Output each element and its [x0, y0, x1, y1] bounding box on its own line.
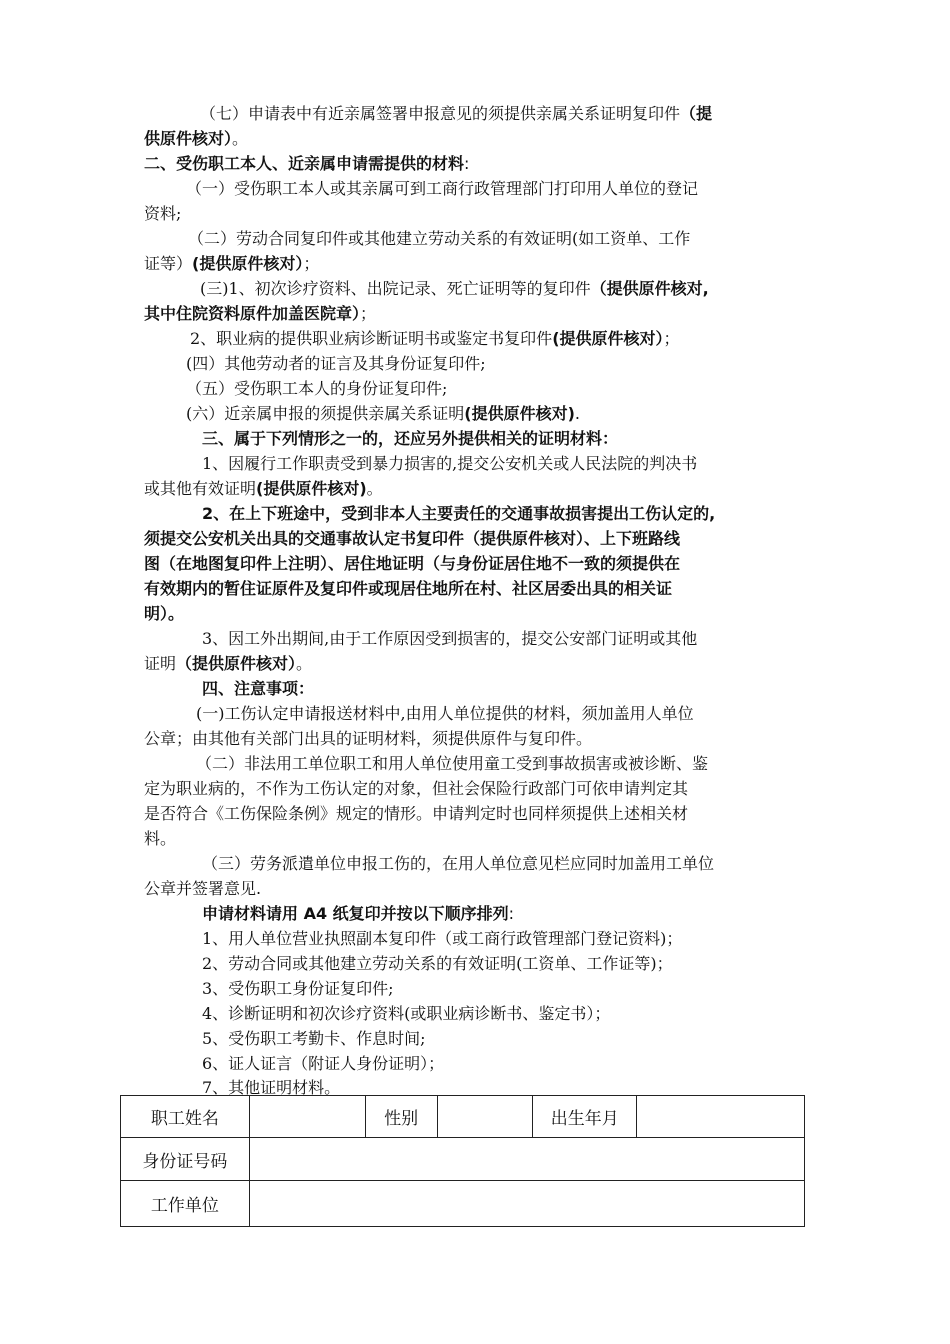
label-employer: 工作单位	[121, 1181, 250, 1227]
s3-item-3-line1: 3、因工外出期间,由于工作原因受到损害的，提交公安部门证明或其他	[202, 629, 698, 648]
table-row	[121, 1138, 805, 1181]
section-4-heading: 四、注意事项：	[202, 679, 315, 698]
employee-name-field[interactable]	[249, 1096, 365, 1138]
s2-item-5: （五）受伤职工本人的身份证复印件;	[186, 379, 448, 398]
s4-item-2-line3: 是否符合《工伤保险条例》规定的情形。申请判定时也同样须提供上述相关材	[144, 804, 689, 823]
table-row	[121, 1096, 805, 1138]
employee-info-table	[120, 1095, 805, 1227]
label-employee-name: 职工姓名	[121, 1096, 250, 1138]
order-item-7: 7、其他证明材料。	[202, 1078, 341, 1097]
s4-item-2-line1: （二）非法用工单位职工和用人单位使用童工受到事故损害或被诊断、鉴	[196, 754, 709, 773]
s3-item-1-line2: 或其他有效证明(提供原件核对)。	[144, 479, 383, 498]
s4-item-3-line2: 公章并签署意见.	[144, 879, 262, 898]
section-2-heading: 二、受伤职工本人、近亲属申请需提供的材料:	[144, 154, 470, 173]
s2-item-1-line2: 资料;	[144, 204, 182, 223]
s3-item-1-line1: 1、因履行工作职责受到暴力损害的,提交公安机关或人民法院的判决书	[202, 454, 698, 473]
order-item-3: 3、受伤职工身份证复印件;	[202, 979, 394, 998]
order-item-1: 1、用人单位营业执照副本复印件（或工商行政管理部门登记资料)；	[202, 929, 683, 948]
s3-item-2-line2: 须提交公安机关出具的交通事故认定书复印件（提供原件核对）、上下班路线	[144, 529, 681, 548]
order-item-6: 6、证人证言（附证人身份证明）；	[202, 1054, 445, 1073]
label-birth-date: 出生年月	[533, 1096, 637, 1138]
order-heading: 申请材料请用 A4 纸复印并按以下顺序排列:	[202, 904, 515, 923]
id-number-field[interactable]	[249, 1138, 804, 1181]
table-row	[121, 1181, 805, 1227]
s4-item-1-line2: 公章；由其他有关部门出具的证明材料，须提供原件与复印件。	[144, 729, 593, 748]
s4-item-2-line2: 定为职业病的，不作为工伤认定的对象，但社会保险行政部门可依申请判定其	[144, 779, 689, 798]
s3-item-2-line4: 有效期内的暂住证原件及复印件或现居住地所在村、社区居委出具的相关证	[144, 579, 673, 598]
s2-item-4: (四）其他劳动者的证言及其身份证复印件;	[186, 354, 486, 373]
s2-item-2-line1: （二）劳动合同复印件或其他建立劳动关系的有效证明(如工资单、工作	[188, 229, 691, 248]
s4-item-3-line1: （三）劳务派遣单位申报工伤的，在用人单位意见栏应同时加盖用工单位	[202, 854, 715, 873]
s3-item-3-line2: 证明（提供原件核对）。	[144, 654, 313, 673]
order-item-4: 4、诊断证明和初次诊疗资料(或职业病诊断书、鉴定书）；	[202, 1004, 611, 1023]
s2-item-1-line1: （一）受伤职工本人或其亲属可到工商行政管理部门打印用人单位的登记	[186, 179, 699, 198]
label-gender: 性别	[365, 1096, 437, 1138]
section-3-heading: 三、属于下列情形之一的，还应另外提供相关的证明材料：	[202, 429, 619, 448]
item-7-line1: （七）申请表中有近亲属签署申报意见的须提供亲属关系证明复印件（提	[200, 104, 713, 123]
employer-field[interactable]	[249, 1181, 804, 1227]
s2-item-3-2: 2、职业病的提供职业病诊断证明书或鉴定书复印件(提供原件核对）；	[190, 329, 680, 348]
gender-field[interactable]	[437, 1096, 533, 1138]
s2-item-6: (六）近亲属申报的须提供亲属关系证明(提供原件核对).	[186, 404, 580, 423]
s3-item-2-line3: 图（在地图复印件上注明）、居住地证明（与身份证居住地不一致的须提供在	[144, 554, 681, 573]
label-id-number: 身份证号码	[121, 1138, 250, 1181]
s2-item-3-line1: (三)1、初次诊疗资料、出院记录、死亡证明等的复印件（提供原件核对,	[200, 279, 709, 298]
s3-item-2-line5: 明）。	[144, 604, 185, 623]
s4-item-1-line1: (一)工伤认定申请报送材料中,由用人单位提供的材料，须加盖用人单位	[196, 704, 694, 723]
birth-date-field[interactable]	[637, 1096, 805, 1138]
s2-item-2-line2: 证等）(提供原件核对）；	[144, 254, 320, 273]
s2-item-3-line2: 其中住院资料原件加盖医院章）；	[144, 304, 377, 323]
order-item-2: 2、劳动合同或其他建立劳动关系的有效证明(工资单、工作证等)；	[202, 954, 673, 973]
order-item-5: 5、受伤职工考勤卡、作息时间;	[202, 1029, 426, 1048]
item-7-line2: 供原件核对）。	[144, 129, 249, 148]
s4-item-2-line4: 料。	[144, 829, 177, 848]
s3-item-2-line1: 2、在上下班途中，受到非本人主要责任的交通事故损害提出工伤认定的,	[202, 504, 716, 523]
